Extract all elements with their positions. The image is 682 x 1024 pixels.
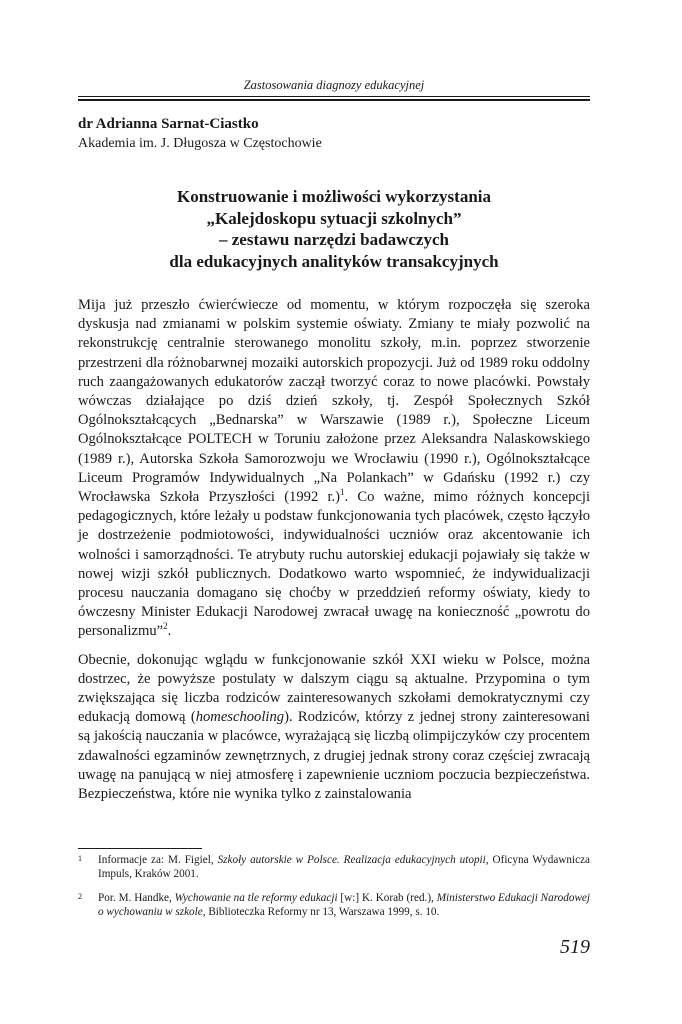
paragraph-2 [78, 651, 590, 805]
title-line: Konstruowanie i możliwości wykorzystania [176, 187, 492, 206]
title-line: – zestawu narzędzi badawczych [219, 230, 449, 249]
footnote-number: 1 [78, 854, 82, 863]
header-rule-thick [78, 99, 590, 101]
footnote-number: 2 [78, 891, 82, 901]
paragraph-1 [78, 296, 590, 642]
footnote-ref-2[interactable]: 2 [163, 621, 168, 632]
article-title [78, 186, 590, 272]
paragraph-1-text-c: . [167, 623, 172, 640]
footnote-separator [78, 848, 202, 849]
author-affiliation: Akademia im. J. Długosza w Częstochowie [78, 136, 322, 151]
paragraph-1-text-a: Mija już przeszło ćwierćwiecze od momentu, w którym rozpoczęła się szeroka dyskusja nad zmianami w polskim systemie oświaty. Zmiany te miały pozwolić na rekonstrukcję centralnie sterowanego monolitu szkoły, m.in. poprzez stworzenie przestrzeni dla różnobarwnej mozaiki autorskich propozycji. Już od 1989 roku oddolny ruch zaangażowanych edukatorów zaczął tworzyć coraz to nowe placówki. Powstały wówczas działające po dziś dzień szkoły, tj. Zespół Społecznych Szkół Ogólnokształcących „Bednarska” w Warszawie (1989 r.), Społeczne Liceum Ogólnokształcące POLTECH w Toruniu założone przez Aleksandra Nalaskowskiego (1989 r.), Autorska Szkoła Samorozwoju we Wrocławiu (1990 r.), Ogólnokształcące Liceum Programów Indywidualnych „Na Polankach” w Gdańsku (1992 r.) czy Wrocławska Szkoła Przyszłości (1992 r.) [78, 297, 590, 506]
footnote-2 [78, 891, 590, 920]
footnote-text: , Biblioteczka Reformy nr 13, Warszawa 1999, s. 10. [202, 906, 440, 919]
paragraph-1-text-b: . Co ważne, mimo różnych koncepcji pedagogicznych, które leżały u podstaw funkcjonowania tych placówek, często łączyło je dostrzeżenie podmiotowości, indywidualności uczniów oraz akcentowanie ich wolności i samorządności. Te atrybuty ruchu autorskiej edukacji pojawiały się także w nowej wizji szkół publicznych. Dodatkowo warto wspomnieć, że indywidualizacji procesu nauczania domagano się choćby w przeddzień reformy oświaty, kiedy to ówczesny Minister Edukacji Narodowej zwracał uwagę na konieczność „powrotu do personalizmu” [78, 489, 591, 640]
footnote-text: Informacje za: M. Figiel, [98, 854, 218, 866]
footnote-1 [78, 853, 590, 882]
footnote-italic-title: Wychowanie na tle reformy edukacji [174, 891, 338, 904]
footnote-text: [w:] K. Korab (red.), [337, 891, 437, 904]
footnote-text: Por. M. Handke, [98, 891, 175, 904]
footnote-ref-1[interactable]: 1 [340, 487, 345, 498]
header-rule-thin [78, 96, 590, 97]
author-name: dr Adrianna Sarnat-Ciastko [78, 116, 259, 132]
page-number: 519 [560, 936, 590, 958]
paragraph-2-text-a: Obecnie, dokonując wglądu w funkcjonowanie szkół XXI wieku w Polsce, można dostrzec, że powyższe postulaty w dalszym ciągu są aktualne. Przypomina o tym zwiększająca się liczba rodziców zainteresowanych szkołami demokratycznymi czy edukacją domową ( [78, 651, 590, 726]
title-line: „Kalejdoskopu sytuacji szkolnych” [206, 208, 462, 228]
paragraph-2-italic-term: homeschooling [195, 709, 285, 726]
footnote-italic-title: Ministerstwo Edukacji Narodowej o wychowaniu w szkole [98, 891, 590, 919]
body-text [78, 296, 590, 813]
running-header: Zastosowania diagnozy edukacyjnej [243, 78, 425, 92]
footnote-text: , Oficyna Wydawnicza Impuls, Kraków 2001. [98, 854, 591, 881]
paragraph-2-text-b: ). Rodziców, którzy z jednej strony zainteresowani są jakością nauczania w placówce, wyrażającą się liczbą olimpijczyków czy procentem zdawalności egzaminów zewnętrznych, z drugiej jednak strony coraz częściej zwracają uwagę na panującą w niej atmosferę i zapewnienie uczniom poczucia bezpieczeństwa. Bezpieczeństwa, które nie wynika tylko z zainstalowania [78, 709, 590, 803]
title-line: dla edukacyjnych analityków transakcyjnych [169, 251, 499, 271]
footnotes [78, 853, 590, 929]
footnote-italic-title: Szkoły autorskie w Polsce. Realizacja edukacyjnych utopii [217, 854, 486, 866]
